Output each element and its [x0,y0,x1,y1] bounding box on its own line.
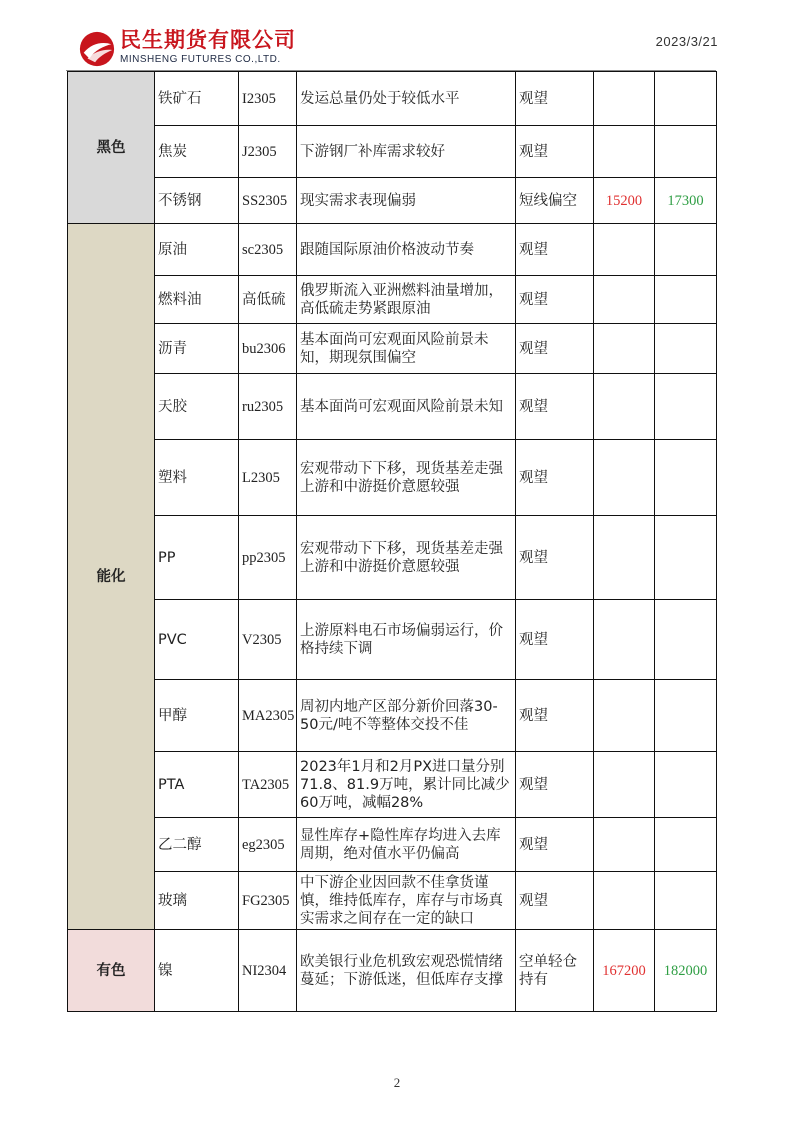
price-high [655,600,717,680]
view-text: 观望 [516,440,594,516]
table-row [68,374,717,440]
price-high [655,324,717,374]
table-row [68,324,717,374]
price-high [655,752,717,818]
commodity-name: 铁矿石 [155,72,239,126]
contract-code: eg2305 [239,818,297,872]
commodity-name: PVC [155,600,239,680]
logic-text: 基本面尚可宏观面风险前景未知，期现氛围偏空 [297,324,516,374]
commodity-name: 沥青 [155,324,239,374]
logic-text: 周初内地产区部分新价回落30-50元/吨不等整体交投不佳 [297,680,516,752]
table-row [68,680,717,752]
commodity-name: 玻璃 [155,872,239,930]
logic-text: 发运总量仍处于较低水平 [297,72,516,126]
table-row [68,126,717,178]
report-date: 2023/3/21 [655,34,718,49]
table-row [68,440,717,516]
company-name-cn: 民生期货有限公司 [120,28,296,52]
price-high [655,872,717,930]
contract-code: bu2306 [239,324,297,374]
commodity-name: 塑料 [155,440,239,516]
table-row [68,818,717,872]
commodity-name: 甲醇 [155,680,239,752]
table-row [68,72,717,126]
contract-code: J2305 [239,126,297,178]
commodity-name: PTA [155,752,239,818]
contract-code: I2305 [239,72,297,126]
view-text: 观望 [516,600,594,680]
contract-code: V2305 [239,600,297,680]
logic-text: 现实需求表现偏弱 [297,178,516,224]
price-low [594,752,655,818]
price-high: 17300 [655,178,717,224]
category-black: 黑色 [68,72,155,224]
table-row [68,516,717,600]
commodity-name: 天胶 [155,374,239,440]
logic-text: 欧美银行业危机致宏观恐慌情绪蔓延；下游低迷，但低库存支撑 [297,930,516,1012]
category-metal: 有色 [68,930,155,1012]
price-low [594,72,655,126]
logic-text: 跟随国际原油价格波动节奏 [297,224,516,276]
page-header [0,0,794,72]
price-low [594,600,655,680]
logic-text: 宏观带动下下移，现货基差走强上游和中游挺价意愿较强 [297,440,516,516]
view-text: 观望 [516,374,594,440]
contract-code: TA2305 [239,752,297,818]
view-text: 短线偏空 [516,178,594,224]
contract-code: pp2305 [239,516,297,600]
table-row [68,224,717,276]
table-row [68,872,717,930]
strategy-table [67,71,717,1012]
logic-text: 上游原料电石市场偏弱运行，价格持续下调 [297,600,516,680]
price-low [594,324,655,374]
commodity-name: 镍 [155,930,239,1012]
contract-code: NI2304 [239,930,297,1012]
view-text: 观望 [516,224,594,276]
page-number: 2 [393,1075,401,1090]
logic-text: 下游钢厂补库需求较好 [297,126,516,178]
contract-code: MA2305 [239,680,297,752]
price-low [594,516,655,600]
price-low [594,374,655,440]
view-text: 观望 [516,276,594,324]
commodity-name: 燃料油 [155,276,239,324]
company-logo [78,26,318,72]
view-text: 观望 [516,324,594,374]
commodity-name: 原油 [155,224,239,276]
logic-text: 中下游企业因回款不佳拿货谨慎，维持低库存，库存与市场真实需求之间存在一定的缺口 [297,872,516,930]
view-text: 观望 [516,516,594,600]
contract-code: L2305 [239,440,297,516]
company-name-en: MINSHENG FUTURES CO.,LTD. [120,54,281,65]
price-high: 182000 [655,930,717,1012]
price-low [594,818,655,872]
commodity-name: 乙二醇 [155,818,239,872]
contract-code: SS2305 [239,178,297,224]
view-text: 观望 [516,752,594,818]
view-text: 观望 [516,818,594,872]
view-text: 空单轻仓持有 [516,930,594,1012]
logic-text: 宏观带动下下移，现货基差走强上游和中游挺价意愿较强 [297,516,516,600]
contract-code: sc2305 [239,224,297,276]
logic-text: 显性库存+隐性库存均进入去库周期，绝对值水平仍偏高 [297,818,516,872]
price-low [594,680,655,752]
commodity-name: PP [155,516,239,600]
price-high [655,516,717,600]
price-low: 15200 [594,178,655,224]
contract-code: 高低硫 [239,276,297,324]
price-low [594,224,655,276]
table-row [68,752,717,818]
price-low: 167200 [594,930,655,1012]
price-high [655,680,717,752]
view-text: 观望 [516,72,594,126]
price-high [655,126,717,178]
logic-text: 2023年1月和2月PX进口量分别71.8、81.9万吨，累计同比减少60万吨，减幅28% [297,752,516,818]
view-text: 观望 [516,680,594,752]
table-row [68,600,717,680]
price-high [655,440,717,516]
table-row [68,276,717,324]
logic-text: 俄罗斯流入亚洲燃料油量增加，高低硫走势紧跟原油 [297,276,516,324]
category-energy: 能化 [68,224,155,930]
commodity-name: 焦炭 [155,126,239,178]
logic-text: 基本面尚可宏观面风险前景未知 [297,374,516,440]
price-high [655,276,717,324]
price-low [594,872,655,930]
price-high [655,72,717,126]
price-high [655,374,717,440]
table-row [68,930,717,1012]
view-text: 观望 [516,872,594,930]
contract-code: FG2305 [239,872,297,930]
price-high [655,224,717,276]
price-low [594,126,655,178]
view-text: 观望 [516,126,594,178]
commodity-name: 不锈钢 [155,178,239,224]
contract-code: ru2305 [239,374,297,440]
price-low [594,276,655,324]
price-low [594,440,655,516]
table-row [68,178,717,224]
logo-mark-icon [78,30,116,68]
price-high [655,818,717,872]
